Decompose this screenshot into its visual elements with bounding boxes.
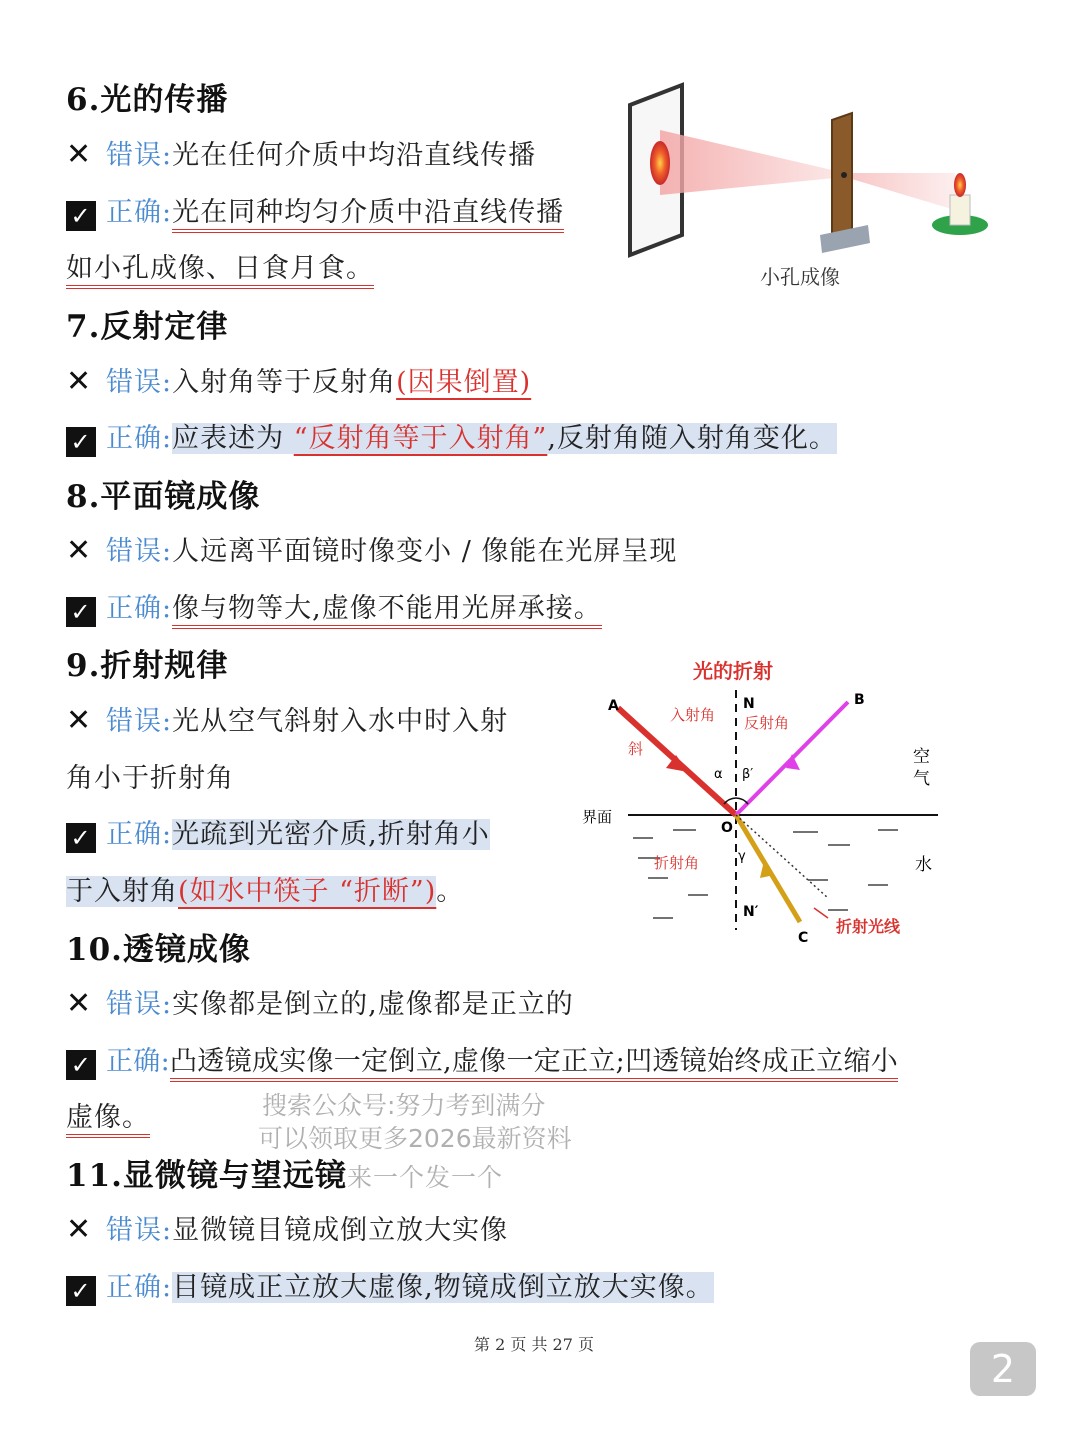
section-8-right [66,586,602,627]
pinhole-caption: 小孔成像 [760,265,840,289]
label-refract-angle: 折射角 [654,854,700,872]
cross-icon: ✕ [66,137,93,172]
label-C: C [798,930,809,946]
wrong-text: 显微镜目镜成倒立放大实像 [172,1215,509,1246]
label-gamma: γ [738,849,746,864]
check-icon: ✓ [66,427,96,457]
right-label: 正确: [106,1272,173,1303]
section-10-right-cont [66,1095,150,1134]
cross-icon: ✕ [66,533,93,568]
section-9-wrong [66,699,508,738]
right-prefix: 应表述为 [172,423,285,454]
wrong-text-2: 角小于折射角 [66,763,234,794]
section-9-right-cont [66,869,464,908]
page-footer: 第 2 页 共 27 页 [474,1335,594,1354]
label-O: O [721,820,733,836]
watermark-line-3: 来一个发一个 [346,1163,503,1192]
refraction-figure [578,650,948,950]
section-6-right-cont [66,246,374,285]
right-text: 目镜成正立放大虚像,物镜成倒立放大实像。 [172,1272,714,1303]
pinhole-figure [620,75,1000,295]
cross-icon: ✕ [66,986,93,1021]
section-7-right [66,416,837,457]
check-icon: ✓ [66,201,96,231]
wrong-label: 错误: [106,140,173,171]
right-label: 正确: [106,423,173,454]
check-icon: ✓ [66,1276,96,1306]
candle-body [950,195,970,225]
label-alpha: α [714,767,723,782]
wrong-text: 入射角等于反射角 [172,367,397,398]
right-note: (如水中筷子 “折断”) [178,876,437,907]
right-suffix: ,反射角随入射角变化。 [547,423,837,454]
label-reflect-angle: 反射角 [744,714,790,732]
wrong-text: 人远离平面镜时像变小 / 像能在光屏呈现 [172,536,678,567]
section-6-heading: 6.光的传播 [66,82,229,118]
right-end: 。 [436,876,465,907]
alpha-arc [724,798,736,804]
label-air-2: 气 [913,769,930,789]
cross-icon: ✕ [66,1212,93,1247]
wrong-label: 错误: [106,989,173,1020]
refraction-title: 光的折射 [693,659,773,683]
wrong-label: 错误: [106,536,173,567]
section-11-title: 11.显微镜与望远镜 [66,1158,347,1194]
extension-line [736,815,828,898]
section-11-wrong [66,1208,508,1247]
section-7-wrong [66,360,531,399]
label-air-1: 空 [913,747,930,767]
right-highlight [172,423,837,454]
cross-icon: ✕ [66,703,93,738]
section-8-heading: 8.平面镜成像 [66,479,261,515]
wrong-text: 实像都是倒立的,虚像都是正立的 [172,989,574,1020]
right-highlight [66,876,436,907]
refraction-diagram [578,650,948,950]
wrong-label: 错误: [106,367,173,398]
beam-right [845,173,955,210]
label-oblique: 斜 [628,740,644,758]
section-7-heading: 7.反射定律 [66,309,229,345]
label-incident-angle: 入射角 [670,706,716,724]
right-quote: “反射角等于入射角” [293,423,548,454]
section-10-wrong [66,982,574,1021]
section-6-wrong [66,133,536,172]
right-text: 光在同种均匀介质中沿直线传播 [172,197,564,233]
wrong-text-1: 光从空气斜射入水中时入射 [172,706,509,737]
label-B: B [854,692,865,708]
right-text-2: 如小孔成像、日食月食。 [66,253,374,289]
label-N2: N′ [743,904,759,920]
image-spot [650,141,670,185]
section-10-heading: 10.透镜成像 [66,932,251,968]
right-text: 像与物等大,虚像不能用光屏承接。 [172,593,602,629]
wrong-note: (因果倒置) [396,367,532,398]
section-8-wrong [66,529,677,568]
wrong-text: 光在任何介质中均沿直线传播 [172,140,537,171]
watermark-line-1: 搜索公众号:努力考到满分 [262,1091,546,1120]
right-text-1: 光疏到光密介质,折射角小 [172,819,490,850]
right-label: 正确: [106,593,173,624]
label-refracted-ray: 折射光线 [836,917,901,936]
section-11-right [66,1265,714,1306]
check-icon: ✓ [66,597,96,627]
check-icon: ✓ [66,823,96,853]
right-label: 正确: [106,819,173,850]
beam-left [660,130,845,195]
section-10-right [66,1039,898,1080]
section-6-right [66,190,564,231]
beta-arc [736,798,748,804]
right-text-2: 虚像。 [66,1102,150,1138]
right-label: 正确: [106,197,173,228]
candle-flame [954,173,966,197]
wrong-label: 错误: [106,1215,173,1246]
label-interface: 界面 [582,808,613,826]
label-A: A [608,698,619,714]
refracted-pointer [814,908,828,918]
section-11-heading [66,1150,503,1195]
cross-icon: ✕ [66,364,93,399]
wrong-label: 错误: [106,706,173,737]
section-9-wrong-cont [66,756,234,795]
label-beta: β′ [742,767,754,782]
check-icon: ✓ [66,1050,96,1080]
board-shape [832,113,852,243]
right-label: 正确: [106,1046,170,1077]
pinhole [841,172,847,178]
label-N: N [743,696,755,712]
right-text-2: 于入射角 [66,876,178,907]
right-text: 凸透镜成实像一定倒立,虚像一定正立;凹透镜始终成正立缩小 [170,1046,898,1082]
watermark-line-2: 可以领取更多2026最新资料 [258,1124,572,1153]
section-9-heading: 9.折射规律 [66,648,229,684]
page-number-badge[interactable]: 2 [970,1342,1036,1396]
section-9-right [66,812,490,853]
label-water: 水 [915,855,932,875]
